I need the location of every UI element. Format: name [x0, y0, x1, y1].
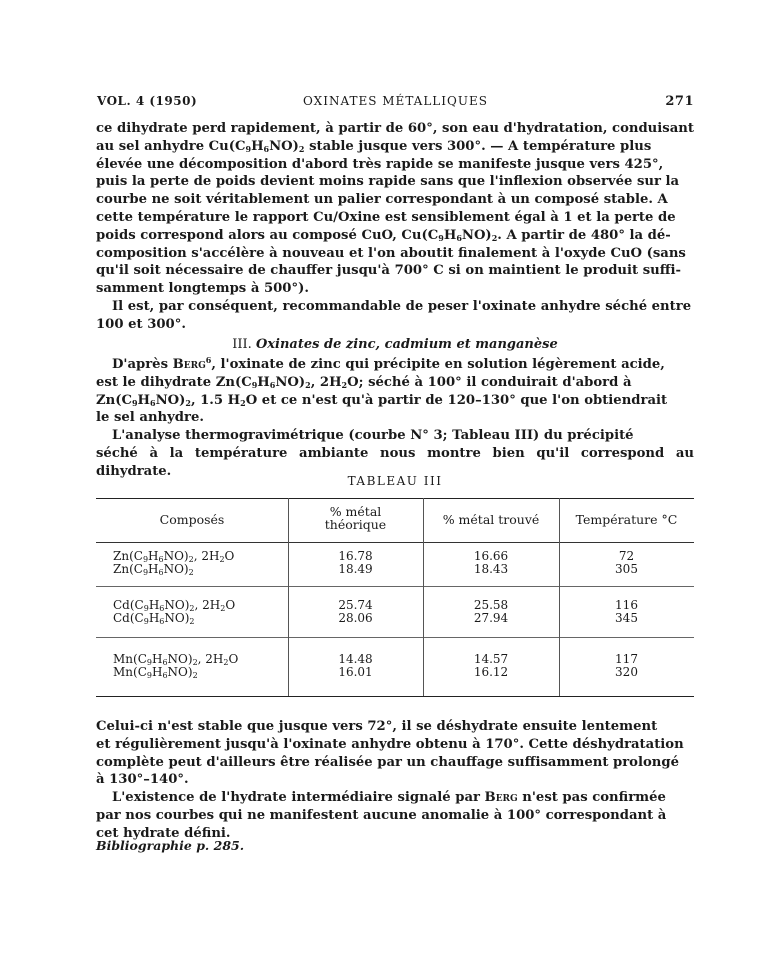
author-name: Berg — [172, 357, 206, 372]
text-line: par nos courbes qui ne manifestent aucune anomalie à 100° correspondant à — [96, 807, 667, 823]
text-line: composition s'accélère à nouveau et l'on aboutit finalement à l'oxyde CuO (sans — [96, 245, 686, 261]
compound-formula: $Cd(C_9H_6NO)_2$, $2H_2O$ $Cd(C_9H_6NO)_2$ — [113, 598, 236, 626]
reference-marker: 6 — [205, 355, 212, 365]
text-line: Il est, par conséquent, recommandable de peser l'oxinate anhydre séché entre — [112, 298, 692, 314]
text-line: courbe ne soit véritablement un palier correspondant à un composé stable. A — [96, 192, 668, 208]
found-value: 14.57 16.12 — [473, 652, 509, 679]
found-value: 16.66 18.43 — [473, 549, 509, 576]
column-header-found: % métal trouvé — [442, 512, 540, 527]
text-line: samment longtemps à 500°). — [96, 281, 309, 297]
running-title: OXINATES MÉTALLIQUES — [303, 94, 488, 108]
page-number: 271 — [665, 94, 694, 109]
section-title: Oxinates de zinc, cadmium et manganèse — [255, 337, 558, 352]
table-rule-header — [96, 542, 694, 543]
text-line: au sel anhydre $Cu(C_9H_6NO)_2$ stable jusque vers 300°. — A température plus — [96, 138, 652, 154]
table-rule-row — [96, 586, 694, 587]
text-line: qu'il soit nécessaire de chauffer jusqu'à 700° C si on maintient le produit suffi- — [96, 263, 682, 279]
text-line: séché à la température ambiante nous montre bien qu'il correspond au dihydrate. — [96, 445, 694, 479]
text-line: élevée une décomposition d'abord très rapide se manifeste jusque vers 425°, — [96, 156, 664, 172]
running-header — [97, 94, 694, 112]
text-line: poids correspond alors au composé CuO, $Cu(C_9H_6NO)_2$. A partir de 480° la dé- — [96, 227, 671, 243]
column-header-compounds: Composés — [159, 512, 225, 527]
text-line: D'après Berg$^6$, l'oxinate de zinc qui précipite en solution légèrement acide, — [112, 355, 665, 372]
table-rule-top — [96, 498, 694, 499]
table-rule-bottom — [96, 696, 694, 697]
text-line: et régulièrement jusqu'à l'oxinate anhydre obtenu à 170°. Cette déshydratation — [96, 736, 684, 752]
text-line: cette température le rapport Cu/Oxine est sensiblement égal à 1 et la perte de — [96, 209, 676, 225]
theoretical-value: 14.48 16.01 — [338, 652, 373, 679]
found-value: 25.58 27.94 — [473, 598, 509, 625]
temperature-value: 116 345 — [615, 598, 638, 625]
column-header-theoretical: % métal théorique — [324, 504, 387, 532]
text-line: L'existence de l'hydrate intermédiaire signalé par Berg n'est pas confirmée — [112, 790, 666, 806]
paragraph-copper — [96, 120, 694, 334]
compound-formula: $Mn(C_9H_6NO)_2$, $2H_2O$ $Mn(C_9H_6NO)_2$ — [113, 652, 239, 680]
author-name: Berg — [484, 790, 518, 806]
bibliography-reference: Bibliographie p. 285. — [96, 838, 245, 853]
text-line: L'analyse thermogravimétrique (courbe N° 3; Tableau III) du précipité — [112, 428, 634, 444]
temperature-value: 117 320 — [615, 652, 638, 679]
table-rule-row — [96, 637, 694, 638]
text-line: est le dihydrate $Zn(C_9H_6NO)_2$, $2H_2O$; séché à 100° il conduirait d'abord à — [96, 374, 632, 390]
theoretical-value: 25.74 28.06 — [338, 598, 373, 625]
table-caption: TABLEAU III — [347, 474, 443, 488]
text-line: $Zn(C_9H_6NO)_2$, 1.5 $H_2O$ et ce n'est qu'à partir de 120–130° que l'on obtiendrait — [96, 392, 668, 408]
text-line: le sel anhydre. — [96, 410, 204, 426]
text-line: ce dihydrate perd rapidement, à partir de 60°, son eau d'hydratation, conduisant — [96, 121, 694, 136]
text-line: puis la perte de poids devient moins rapide sans que l'inflexion observée sur la — [96, 174, 680, 190]
compound-formula: $Zn(C_9H_6NO)_2$, $2H_2O$ $Zn(C_9H_6NO)_2$ — [113, 549, 235, 577]
text-line: à 130°–140°. — [96, 772, 189, 788]
paragraph-dehydration — [96, 718, 694, 843]
column-header-temperature: Température °C — [575, 512, 678, 527]
text-line: Celui-ci n'est stable que jusque vers 72°, il se déshydrate ensuite lentement — [96, 719, 658, 734]
temperature-value: 72 305 — [615, 549, 638, 576]
section-number: III. — [232, 337, 252, 352]
volume-label: VOL. 4 (1950) — [97, 94, 198, 108]
section-heading — [96, 337, 694, 352]
text-line: 100 et 300°. — [96, 316, 186, 332]
text-line: complète peut d'ailleurs être réalisée par un chauffage suffisamment prolongé — [96, 754, 679, 770]
text-line: cet hydrate défini. — [96, 825, 231, 841]
paragraph-zinc — [96, 356, 694, 481]
theoretical-value: 16.78 18.49 — [338, 549, 373, 576]
